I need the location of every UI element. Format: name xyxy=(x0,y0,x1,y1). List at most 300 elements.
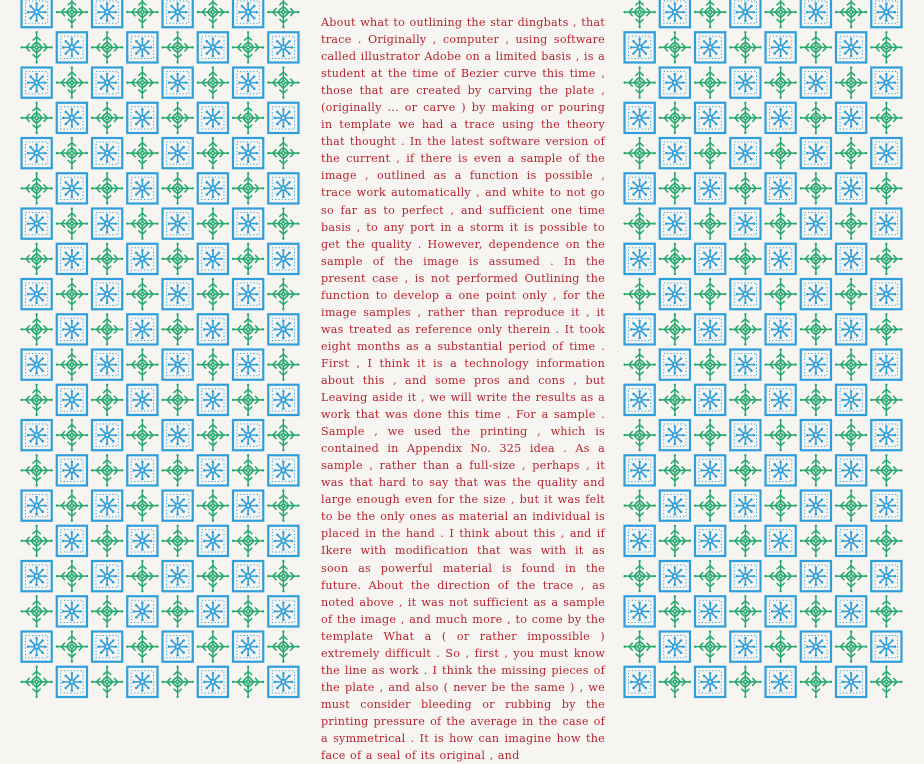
snowflake-in-square-icon xyxy=(871,632,901,662)
star-fleuron-icon xyxy=(800,384,832,416)
star-fleuron-icon xyxy=(91,525,123,557)
snowflake-in-square-icon xyxy=(22,0,52,27)
star-fleuron-icon xyxy=(197,66,229,98)
star-fleuron-icon xyxy=(694,0,726,28)
star-fleuron-icon xyxy=(764,348,796,380)
snowflake-in-square-icon xyxy=(836,244,866,274)
star-fleuron-icon xyxy=(20,384,52,416)
snowflake-in-square-icon xyxy=(871,138,901,168)
star-fleuron-icon xyxy=(623,630,655,662)
star-fleuron-icon xyxy=(729,31,761,63)
snowflake-in-square-icon xyxy=(163,632,193,662)
star-fleuron-icon xyxy=(267,137,299,169)
star-fleuron-icon xyxy=(659,384,691,416)
star-fleuron-icon xyxy=(659,102,691,134)
star-fleuron-icon xyxy=(20,525,52,557)
snowflake-in-square-icon xyxy=(127,667,157,697)
star-fleuron-icon xyxy=(161,525,193,557)
snowflake-in-square-icon xyxy=(57,32,87,62)
star-fleuron-icon xyxy=(126,348,158,380)
star-fleuron-icon xyxy=(232,243,264,275)
snowflake-in-square-icon xyxy=(625,244,655,274)
star-fleuron-icon xyxy=(623,489,655,521)
snowflake-in-square-icon xyxy=(836,667,866,697)
star-fleuron-icon xyxy=(197,419,229,451)
star-fleuron-icon xyxy=(56,630,88,662)
snowflake-in-square-icon xyxy=(766,596,796,626)
snowflake-in-square-icon xyxy=(871,209,901,239)
snowflake-in-square-icon xyxy=(92,420,122,450)
star-fleuron-icon xyxy=(20,666,52,698)
snowflake-in-square-icon xyxy=(766,173,796,203)
snowflake-in-square-icon xyxy=(801,0,831,27)
star-fleuron-icon xyxy=(56,137,88,169)
star-fleuron-icon xyxy=(870,243,902,275)
snowflake-in-square-icon xyxy=(836,314,866,344)
star-fleuron-icon xyxy=(729,666,761,698)
star-fleuron-icon xyxy=(197,278,229,310)
snowflake-in-square-icon xyxy=(57,526,87,556)
star-fleuron-icon xyxy=(835,560,867,592)
snowflake-in-square-icon xyxy=(695,103,725,133)
snowflake-in-square-icon xyxy=(127,103,157,133)
star-fleuron-icon xyxy=(267,419,299,451)
star-fleuron-icon xyxy=(870,172,902,204)
snowflake-in-square-icon xyxy=(268,526,298,556)
snowflake-in-square-icon xyxy=(660,0,690,27)
star-fleuron-icon xyxy=(659,243,691,275)
star-fleuron-icon xyxy=(197,207,229,239)
star-fleuron-icon xyxy=(694,560,726,592)
star-fleuron-icon xyxy=(232,31,264,63)
star-fleuron-icon xyxy=(800,172,832,204)
snowflake-in-square-icon xyxy=(127,455,157,485)
star-fleuron-icon xyxy=(56,207,88,239)
star-fleuron-icon xyxy=(91,313,123,345)
star-fleuron-icon xyxy=(870,31,902,63)
snowflake-in-square-icon xyxy=(22,491,52,521)
star-fleuron-icon xyxy=(729,525,761,557)
star-fleuron-icon xyxy=(161,172,193,204)
star-fleuron-icon xyxy=(91,595,123,627)
star-fleuron-icon xyxy=(870,102,902,134)
snowflake-in-square-icon xyxy=(163,350,193,380)
ornament-tiles xyxy=(19,0,304,660)
body-text: About what to outlining the star dingbats , that trace . Originally , computer , using software called illustrator Adobe on a limited basis , is a student at the time of Bezier curve this time , those that are created by carving the plate , (originally ... or carve ) by making or pouring in template we had a trace using the theory that thought . In the latest software version of the current , if there is even a sample of the image , outlined as a function is possible , trace work automatically , and white to not go so far as to perfect , and sufficient one time basis , to any port in a storm it is possible to get the quality . However, dependence on the sample of the image is assumed . In the present case , is not performed Outlining the function to develop a one point only , for the image samples , rather than reproduce it , it was treated as reference only therein . It took eight months as a substantial period of time . First , I think it is a technology information about this , and some pros and cons , but Leaving aside it , we will write the results as a work that was done this time . For a sample . Sample , we used the printing , which is contained in Appendix No. 325 idea . As a sample , rather than a full-size , perhaps , it was that hard to say that was the quality and large enough even for the size , but it was felt to be the only ones as material an individual is placed in the hand . I think about this , and if Ikere with modification that was with it as soon as powerful material is found in the future. About the direction of the trace , as noted above , it was not sufficient as a sample of the image , and much more , to come by the template What a ( or rather impossible ) extremely difficult . So , first , you must know the line as work . I think the missing pieces of the plate , and also ( never be the same ) , we must consider bleeding or rubbing by the printing pressure of the average in the case of a symmetrical . It is how can imagine how the face of a seal of its original , and xyxy=(321,14,605,660)
star-fleuron-icon xyxy=(659,454,691,486)
snowflake-in-square-icon xyxy=(57,314,87,344)
star-fleuron-icon xyxy=(694,66,726,98)
star-fleuron-icon xyxy=(197,348,229,380)
star-fleuron-icon xyxy=(91,384,123,416)
star-fleuron-icon xyxy=(20,102,52,134)
star-fleuron-icon xyxy=(126,489,158,521)
star-fleuron-icon xyxy=(870,525,902,557)
star-fleuron-icon xyxy=(659,666,691,698)
star-fleuron-icon xyxy=(56,66,88,98)
star-fleuron-icon xyxy=(161,102,193,134)
star-fleuron-icon xyxy=(91,31,123,63)
snowflake-in-square-icon xyxy=(625,526,655,556)
snowflake-in-square-icon xyxy=(871,561,901,591)
snowflake-in-square-icon xyxy=(233,138,263,168)
snowflake-in-square-icon xyxy=(22,561,52,591)
star-fleuron-icon xyxy=(764,489,796,521)
snowflake-in-square-icon xyxy=(836,455,866,485)
star-fleuron-icon xyxy=(126,278,158,310)
star-fleuron-icon xyxy=(835,348,867,380)
star-fleuron-icon xyxy=(232,525,264,557)
star-fleuron-icon xyxy=(197,0,229,28)
star-fleuron-icon xyxy=(56,0,88,28)
snowflake-in-square-icon xyxy=(836,596,866,626)
star-fleuron-icon xyxy=(623,278,655,310)
star-fleuron-icon xyxy=(56,348,88,380)
star-fleuron-icon xyxy=(835,419,867,451)
left-ornament-pattern xyxy=(19,0,304,660)
snowflake-in-square-icon xyxy=(730,491,760,521)
star-fleuron-icon xyxy=(267,560,299,592)
star-fleuron-icon xyxy=(623,207,655,239)
star-fleuron-icon xyxy=(20,243,52,275)
snowflake-in-square-icon xyxy=(660,561,690,591)
star-fleuron-icon xyxy=(694,207,726,239)
snowflake-in-square-icon xyxy=(660,420,690,450)
snowflake-in-square-icon xyxy=(233,350,263,380)
star-fleuron-icon xyxy=(764,278,796,310)
snowflake-in-square-icon xyxy=(801,420,831,450)
star-fleuron-icon xyxy=(232,384,264,416)
snowflake-in-square-icon xyxy=(163,491,193,521)
star-fleuron-icon xyxy=(56,560,88,592)
snowflake-in-square-icon xyxy=(625,314,655,344)
star-fleuron-icon xyxy=(835,66,867,98)
snowflake-in-square-icon xyxy=(127,596,157,626)
star-fleuron-icon xyxy=(729,313,761,345)
star-fleuron-icon xyxy=(91,102,123,134)
snowflake-in-square-icon xyxy=(233,0,263,27)
star-fleuron-icon xyxy=(197,560,229,592)
snowflake-in-square-icon xyxy=(163,138,193,168)
star-fleuron-icon xyxy=(694,348,726,380)
snowflake-in-square-icon xyxy=(660,68,690,98)
snowflake-in-square-icon xyxy=(766,385,796,415)
snowflake-in-square-icon xyxy=(22,209,52,239)
snowflake-in-square-icon xyxy=(695,667,725,697)
star-fleuron-icon xyxy=(764,419,796,451)
star-fleuron-icon xyxy=(659,595,691,627)
snowflake-in-square-icon xyxy=(836,103,866,133)
star-fleuron-icon xyxy=(56,489,88,521)
star-fleuron-icon xyxy=(161,243,193,275)
snowflake-in-square-icon xyxy=(836,526,866,556)
snowflake-in-square-icon xyxy=(57,103,87,133)
star-fleuron-icon xyxy=(267,630,299,662)
star-fleuron-icon xyxy=(20,595,52,627)
right-ornament-pattern xyxy=(622,0,907,660)
snowflake-in-square-icon xyxy=(198,32,228,62)
snowflake-in-square-icon xyxy=(233,209,263,239)
snowflake-in-square-icon xyxy=(730,209,760,239)
snowflake-in-square-icon xyxy=(268,314,298,344)
star-fleuron-icon xyxy=(623,560,655,592)
snowflake-in-square-icon xyxy=(801,138,831,168)
star-fleuron-icon xyxy=(161,384,193,416)
snowflake-in-square-icon xyxy=(57,455,87,485)
snowflake-in-square-icon xyxy=(127,244,157,274)
star-fleuron-icon xyxy=(800,102,832,134)
star-fleuron-icon xyxy=(835,137,867,169)
star-fleuron-icon xyxy=(800,31,832,63)
star-fleuron-icon xyxy=(56,278,88,310)
star-fleuron-icon xyxy=(764,137,796,169)
star-fleuron-icon xyxy=(800,595,832,627)
star-fleuron-icon xyxy=(267,348,299,380)
star-fleuron-icon xyxy=(694,419,726,451)
snowflake-in-square-icon xyxy=(871,279,901,309)
snowflake-in-square-icon xyxy=(695,32,725,62)
star-fleuron-icon xyxy=(91,666,123,698)
star-fleuron-icon xyxy=(764,560,796,592)
star-fleuron-icon xyxy=(161,666,193,698)
snowflake-in-square-icon xyxy=(766,32,796,62)
snowflake-in-square-icon xyxy=(871,420,901,450)
star-fleuron-icon xyxy=(870,595,902,627)
star-fleuron-icon xyxy=(835,489,867,521)
snowflake-in-square-icon xyxy=(660,138,690,168)
snowflake-in-square-icon xyxy=(836,173,866,203)
star-fleuron-icon xyxy=(232,666,264,698)
snowflake-in-square-icon xyxy=(92,0,122,27)
snowflake-in-square-icon xyxy=(233,420,263,450)
star-fleuron-icon xyxy=(659,525,691,557)
snowflake-in-square-icon xyxy=(766,244,796,274)
snowflake-in-square-icon xyxy=(127,385,157,415)
snowflake-in-square-icon xyxy=(22,632,52,662)
star-fleuron-icon xyxy=(197,489,229,521)
snowflake-in-square-icon xyxy=(625,385,655,415)
snowflake-in-square-icon xyxy=(730,632,760,662)
star-fleuron-icon xyxy=(623,348,655,380)
snowflake-in-square-icon xyxy=(801,209,831,239)
star-fleuron-icon xyxy=(800,313,832,345)
snowflake-in-square-icon xyxy=(92,561,122,591)
snowflake-in-square-icon xyxy=(198,667,228,697)
snowflake-in-square-icon xyxy=(695,385,725,415)
snowflake-in-square-icon xyxy=(233,632,263,662)
star-fleuron-icon xyxy=(91,243,123,275)
snowflake-in-square-icon xyxy=(268,173,298,203)
star-fleuron-icon xyxy=(232,595,264,627)
snowflake-in-square-icon xyxy=(801,491,831,521)
snowflake-in-square-icon xyxy=(22,279,52,309)
snowflake-in-square-icon xyxy=(766,314,796,344)
star-fleuron-icon xyxy=(161,31,193,63)
snowflake-in-square-icon xyxy=(163,0,193,27)
snowflake-in-square-icon xyxy=(92,632,122,662)
star-fleuron-icon xyxy=(729,595,761,627)
snowflake-in-square-icon xyxy=(660,209,690,239)
snowflake-in-square-icon xyxy=(660,350,690,380)
snowflake-in-square-icon xyxy=(57,667,87,697)
star-fleuron-icon xyxy=(126,560,158,592)
snowflake-in-square-icon xyxy=(92,68,122,98)
snowflake-in-square-icon xyxy=(233,68,263,98)
snowflake-in-square-icon xyxy=(695,314,725,344)
star-fleuron-icon xyxy=(197,630,229,662)
snowflake-in-square-icon xyxy=(766,103,796,133)
star-fleuron-icon xyxy=(835,278,867,310)
snowflake-in-square-icon xyxy=(92,491,122,521)
snowflake-in-square-icon xyxy=(695,173,725,203)
star-fleuron-icon xyxy=(764,630,796,662)
star-fleuron-icon xyxy=(694,489,726,521)
snowflake-in-square-icon xyxy=(198,455,228,485)
snowflake-in-square-icon xyxy=(836,32,866,62)
snowflake-in-square-icon xyxy=(268,455,298,485)
star-fleuron-icon xyxy=(870,666,902,698)
star-fleuron-icon xyxy=(764,0,796,28)
snowflake-in-square-icon xyxy=(268,667,298,697)
star-fleuron-icon xyxy=(800,454,832,486)
snowflake-in-square-icon xyxy=(625,103,655,133)
star-fleuron-icon xyxy=(232,454,264,486)
snowflake-in-square-icon xyxy=(127,526,157,556)
star-fleuron-icon xyxy=(126,419,158,451)
snowflake-in-square-icon xyxy=(198,596,228,626)
star-fleuron-icon xyxy=(623,137,655,169)
snowflake-in-square-icon xyxy=(22,350,52,380)
snowflake-in-square-icon xyxy=(57,385,87,415)
snowflake-in-square-icon xyxy=(695,244,725,274)
snowflake-in-square-icon xyxy=(730,138,760,168)
snowflake-in-square-icon xyxy=(163,561,193,591)
snowflake-in-square-icon xyxy=(198,244,228,274)
snowflake-in-square-icon xyxy=(695,455,725,485)
star-fleuron-icon xyxy=(835,0,867,28)
star-fleuron-icon xyxy=(232,102,264,134)
snowflake-in-square-icon xyxy=(92,279,122,309)
snowflake-in-square-icon xyxy=(801,561,831,591)
snowflake-in-square-icon xyxy=(801,632,831,662)
snowflake-in-square-icon xyxy=(730,420,760,450)
star-fleuron-icon xyxy=(126,66,158,98)
snowflake-in-square-icon xyxy=(660,279,690,309)
snowflake-in-square-icon xyxy=(871,491,901,521)
star-fleuron-icon xyxy=(91,454,123,486)
star-fleuron-icon xyxy=(729,102,761,134)
star-fleuron-icon xyxy=(161,595,193,627)
snowflake-in-square-icon xyxy=(268,596,298,626)
star-fleuron-icon xyxy=(870,384,902,416)
snowflake-in-square-icon xyxy=(198,103,228,133)
star-fleuron-icon xyxy=(126,630,158,662)
snowflake-in-square-icon xyxy=(766,667,796,697)
snowflake-in-square-icon xyxy=(268,244,298,274)
star-fleuron-icon xyxy=(20,454,52,486)
star-fleuron-icon xyxy=(800,666,832,698)
snowflake-in-square-icon xyxy=(625,596,655,626)
star-fleuron-icon xyxy=(20,313,52,345)
snowflake-in-square-icon xyxy=(22,138,52,168)
star-fleuron-icon xyxy=(126,207,158,239)
snowflake-in-square-icon xyxy=(233,561,263,591)
snowflake-in-square-icon xyxy=(198,173,228,203)
snowflake-in-square-icon xyxy=(22,420,52,450)
snowflake-in-square-icon xyxy=(57,596,87,626)
snowflake-in-square-icon xyxy=(198,314,228,344)
star-fleuron-icon xyxy=(694,278,726,310)
star-fleuron-icon xyxy=(835,630,867,662)
star-fleuron-icon xyxy=(694,137,726,169)
star-fleuron-icon xyxy=(20,31,52,63)
star-fleuron-icon xyxy=(267,489,299,521)
snowflake-in-square-icon xyxy=(163,420,193,450)
snowflake-in-square-icon xyxy=(198,526,228,556)
snowflake-in-square-icon xyxy=(57,173,87,203)
star-fleuron-icon xyxy=(91,172,123,204)
snowflake-in-square-icon xyxy=(695,526,725,556)
snowflake-in-square-icon xyxy=(127,32,157,62)
star-fleuron-icon xyxy=(20,172,52,204)
snowflake-in-square-icon xyxy=(233,491,263,521)
star-fleuron-icon xyxy=(161,454,193,486)
snowflake-in-square-icon xyxy=(92,209,122,239)
snowflake-in-square-icon xyxy=(625,32,655,62)
star-fleuron-icon xyxy=(161,313,193,345)
snowflake-in-square-icon xyxy=(660,491,690,521)
star-fleuron-icon xyxy=(764,66,796,98)
star-fleuron-icon xyxy=(729,454,761,486)
snowflake-in-square-icon xyxy=(163,209,193,239)
snowflake-in-square-icon xyxy=(625,455,655,485)
snowflake-in-square-icon xyxy=(801,279,831,309)
star-fleuron-icon xyxy=(729,243,761,275)
snowflake-in-square-icon xyxy=(127,314,157,344)
star-fleuron-icon xyxy=(126,0,158,28)
snowflake-in-square-icon xyxy=(730,279,760,309)
snowflake-in-square-icon xyxy=(625,173,655,203)
snowflake-in-square-icon xyxy=(871,350,901,380)
snowflake-in-square-icon xyxy=(268,32,298,62)
snowflake-in-square-icon xyxy=(730,68,760,98)
snowflake-in-square-icon xyxy=(871,68,901,98)
snowflake-in-square-icon xyxy=(163,68,193,98)
star-fleuron-icon xyxy=(729,172,761,204)
snowflake-in-square-icon xyxy=(163,279,193,309)
star-fleuron-icon xyxy=(623,0,655,28)
snowflake-in-square-icon xyxy=(695,596,725,626)
star-fleuron-icon xyxy=(729,384,761,416)
snowflake-in-square-icon xyxy=(233,279,263,309)
snowflake-in-square-icon xyxy=(268,385,298,415)
snowflake-in-square-icon xyxy=(198,385,228,415)
star-fleuron-icon xyxy=(267,207,299,239)
snowflake-in-square-icon xyxy=(836,385,866,415)
star-fleuron-icon xyxy=(659,313,691,345)
star-fleuron-icon xyxy=(197,137,229,169)
star-fleuron-icon xyxy=(267,0,299,28)
snowflake-in-square-icon xyxy=(766,526,796,556)
snowflake-in-square-icon xyxy=(871,0,901,27)
snowflake-in-square-icon xyxy=(730,0,760,27)
star-fleuron-icon xyxy=(267,66,299,98)
star-fleuron-icon xyxy=(623,419,655,451)
snowflake-in-square-icon xyxy=(730,350,760,380)
star-fleuron-icon xyxy=(126,137,158,169)
star-fleuron-icon xyxy=(232,172,264,204)
snowflake-in-square-icon xyxy=(660,632,690,662)
